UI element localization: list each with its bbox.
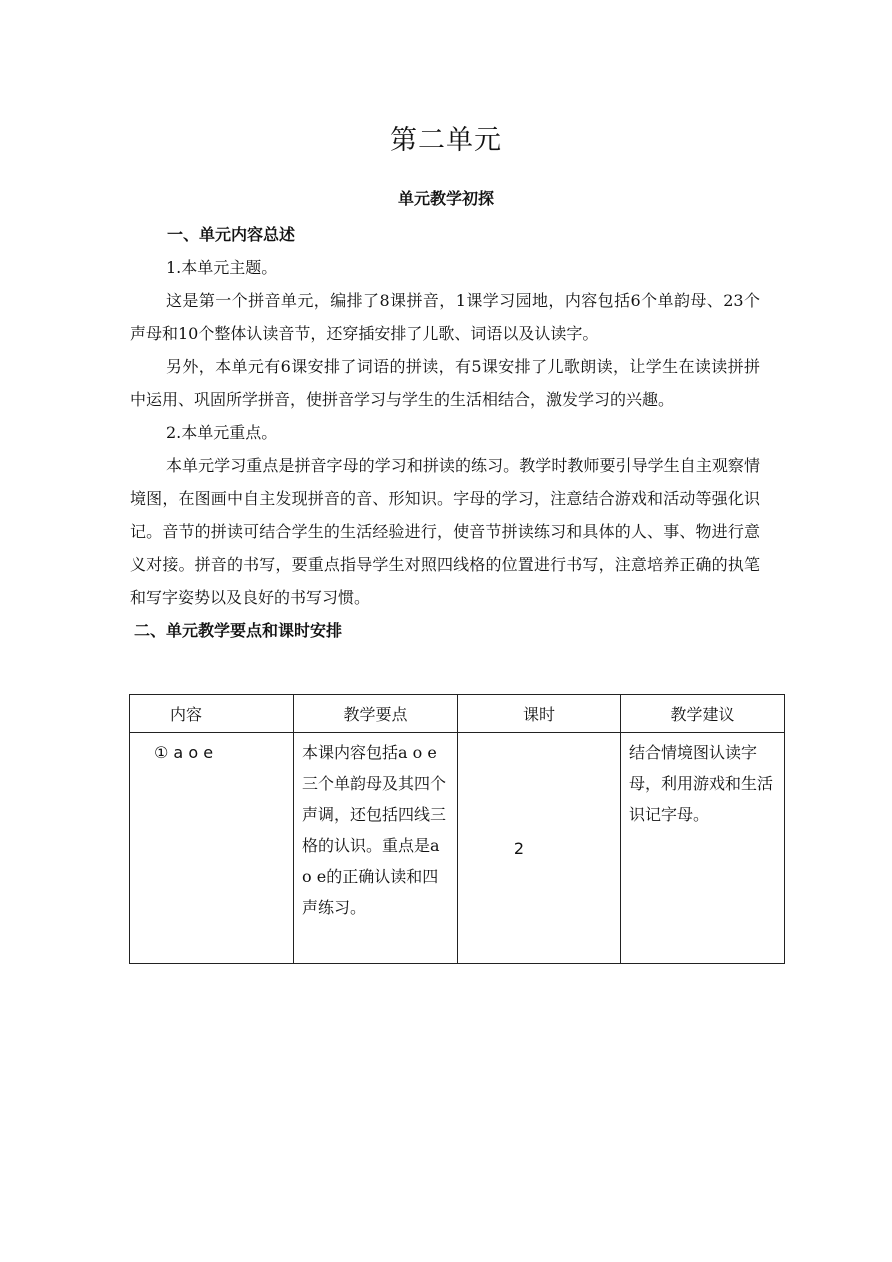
- item2-paragraph-1: 本单元学习重点是拼音字母的学习和拼读的练习。教学时教师要引导学生自主观察情境图，在图画中自主发现拼音的音、形知识。字母的学习，注意结合游戏和活动等强化识记。音节的拼读可结合学生的生活经验进行，使音节拼读练习和具体的人、事、物进行意义对接。拼音的书写，要重点指导学生对照四线格的位置进行书写，注意培养正确的执笔和写字姿势以及良好的书写习惯。: [130, 456, 760, 607]
- cell-class-hours: [458, 733, 621, 964]
- item1-paragraph-2: 另外，本单元有6课安排了词语的拼读，有5课安排了儿歌朗读，让学生在读读拼拼中运用、巩固所学拼音，使拼音学习与学生的生活相结合，激发学习的兴趣。: [130, 357, 760, 409]
- section2-heading: 二、单元教学要点和课时安排: [134, 621, 343, 640]
- header-teaching-advice: 教学建议: [621, 695, 785, 733]
- document-body: [130, 218, 760, 647]
- section1-heading: 一、单元内容总述: [167, 225, 296, 244]
- item1-label: 1.本单元主题。: [166, 258, 278, 277]
- item1-paragraph-1: 这是第一个拼音单元，编排了8课拼音，1课学习园地，内容包括6个单韵母、23个声母和10个整体认读音节，还穿插安排了儿歌、词语以及认读字。: [130, 291, 760, 343]
- lesson-plan-table: [129, 694, 785, 964]
- table-row: [130, 733, 785, 964]
- table-header-row: [130, 695, 785, 733]
- class-hours-value: 2: [513, 838, 525, 858]
- cell-teaching-advice: [621, 733, 785, 964]
- cell-teaching-points: [294, 733, 458, 964]
- teaching-points-text: 本课内容包括a o e三个单韵母及其四个声调，还包括四线三格的认识。重点是a o e的正确认读和四声练习。: [302, 743, 447, 917]
- unit-subtitle: 单元教学初探: [397, 189, 494, 208]
- item2-label: 2.本单元重点。: [166, 423, 278, 442]
- cell-content: [130, 733, 294, 964]
- header-content: 内容: [130, 695, 294, 733]
- lesson-name: ① a o e: [154, 743, 214, 762]
- header-teaching-points: 教学要点: [294, 695, 458, 733]
- teaching-advice-text: 结合情境图认读字母，利用游戏和生活识记字母。: [629, 743, 774, 824]
- unit-title: 第二单元: [390, 125, 502, 156]
- header-class-hours: 课时: [458, 695, 621, 733]
